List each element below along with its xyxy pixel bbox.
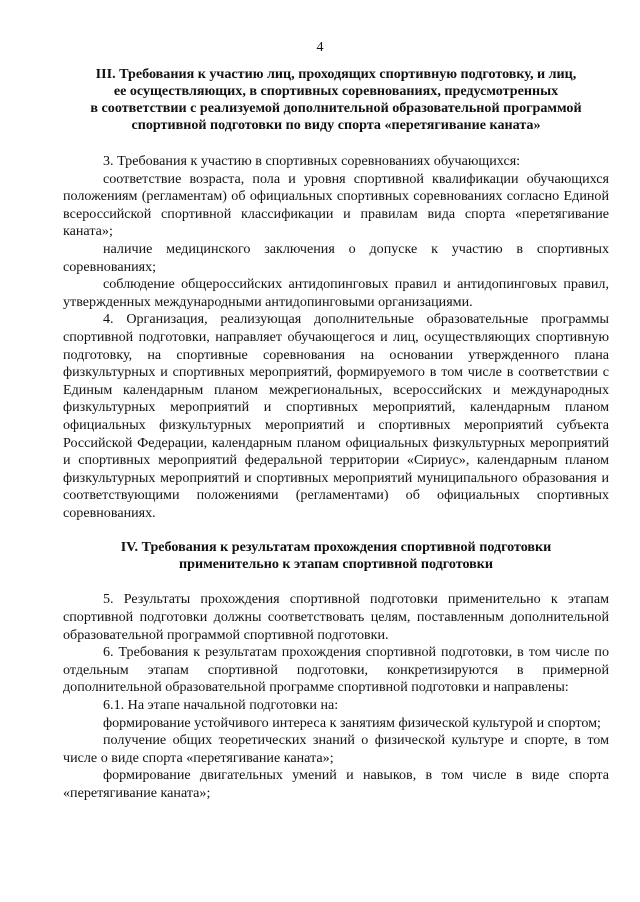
section-heading-line: IV. Требования к результатам прохождения спортивной подготовки	[120, 539, 552, 556]
page-number: 4	[316, 40, 324, 55]
section-3-heading	[63, 66, 609, 134]
section-heading-line: ее осуществляющих, в спортивных соревнованиях, предусмотренных	[113, 83, 559, 99]
document-body	[63, 66, 609, 803]
section-3-body	[63, 153, 609, 522]
paragraph: 3. Требования к участию в спортивных соревнованиях обучающихся:	[103, 153, 521, 169]
paragraph: соблюдение общероссийских антидопинговых правил и антидопинговых правил, утвержденных международными антидопинговыми организациями.	[63, 276, 609, 310]
paragraph: 6.1. На этапе начальной подготовки на:	[103, 697, 339, 714]
section-heading-line: в соответствии с реализуемой дополнительной образовательной программой	[90, 100, 582, 116]
paragraph: 4. Организация, реализующая дополнительные образовательные программы спортивной подготовки, направляет обучающегося и лиц, осуществляющих спортивную подготовку, на спортивные соревнования на основании утвержденного плана физкультурных и спортивных мероприятий, формируемого в том числе в соответствии с Единым календарным планом межрегиональных, всероссийских и международных физкультурных мероприятий и спортивных мероприятий, календарным планом официальных физкультурных мероприятий и спортивных мероприятий субъекта Российской Федерации, календарным планом официальных физкультурных мероприятий и спортивных мероприятий федеральной территории «Сириус», календарным планом физкультурных мероприятий и спортивных мероприятий муниципального образования и соответствующими положениями (регламентами) об официальных спортивных соревнованиях.	[63, 311, 609, 521]
section-4-body	[63, 591, 609, 802]
section-heading-line: применительно к этапам спортивной подготовки	[178, 556, 493, 573]
spacer	[63, 522, 609, 539]
paragraph: наличие медицинского заключения о допуске к участию в спортивных соревнованиях;	[63, 240, 609, 275]
paragraph: 6. Требования к результатам прохождения спортивной подготовки, в том числе по отдельным этапам спортивной подготовки, конкретизируются в примерной дополнительной образовательной программе спортивной подготовки и направлены:	[63, 644, 609, 696]
section-heading-line: III. Требования к участию лиц, проходящих спортивную подготовку, и лиц,	[95, 66, 577, 82]
section-4-heading	[63, 539, 609, 573]
paragraph: формирование устойчивого интереса к занятиям физической культурой и спортом;	[103, 714, 601, 731]
spacer	[63, 573, 609, 591]
section-heading-line: спортивной подготовки по виду спорта «перетягивание каната»	[131, 117, 541, 133]
paragraph: соответствие возраста, пола и уровня спортивной квалификации обучающихся положениям (регламентам) об официальных спортивных соревнованиях согласно Единой всероссийской спортивной классификации и правилам вида спорта «перетягивание каната»;	[63, 170, 609, 240]
paragraph: формирование двигательных умений и навыков, в том числе в виде спорта «перетягивание каната»;	[63, 767, 609, 801]
paragraph: 5. Результаты прохождения спортивной подготовки применительно к этапам спортивной подготовки должны соответствовать целям, поставленным дополнительной образовательной программой спортивной подготовки.	[63, 591, 609, 643]
paragraph: получение общих теоретических знаний о физической культуре и спорте, в том числе о виде спорта «перетягивание каната»;	[63, 732, 609, 766]
spacer	[63, 134, 609, 153]
